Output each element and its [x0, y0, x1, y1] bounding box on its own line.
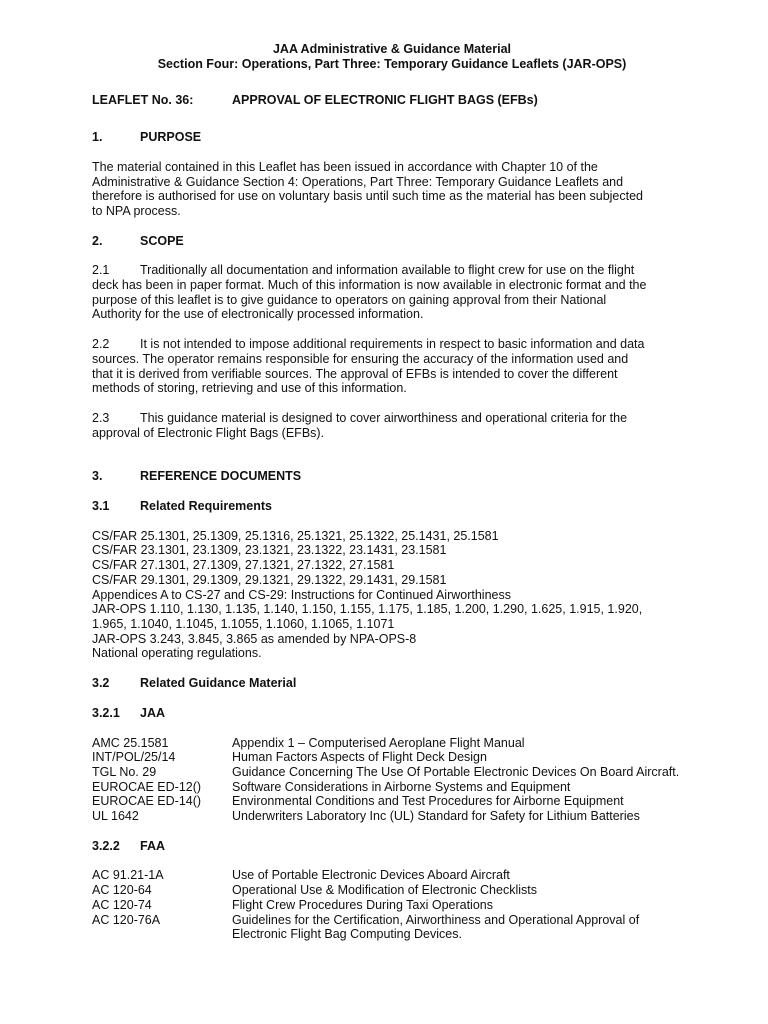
- document-description: Flight Crew Procedures During Taxi Operations: [232, 897, 493, 912]
- subsubsection-title: JAA: [140, 705, 166, 720]
- paragraph-line: methods of storing, retrieving and use of this information.: [92, 381, 407, 396]
- table-row: [92, 913, 692, 942]
- document-description: Appendix 1 – Computerised Aeroplane Flight Manual: [232, 735, 525, 750]
- list-item: JAR-OPS 1.110, 1.130, 1.135, 1.140, 1.150, 1.155, 1.175, 1.185, 1.200, 1.290, 1.625, 1.915, 1.920,: [92, 602, 643, 617]
- scope-paragraph-2-2: [92, 337, 692, 396]
- document-code: EUROCAE ED-14(): [92, 794, 202, 809]
- list-item: CS/FAR 23.1301, 23.1309, 23.1321, 23.1322, 23.1431, 23.1581: [92, 543, 447, 558]
- paragraph-line: therefore is authorised for use on voluntary basis until such time as the material has been subjected: [92, 189, 644, 204]
- section-title: PURPOSE: [140, 130, 202, 145]
- list-item: JAR-OPS 3.243, 3.845, 3.865 as amended by NPA-OPS-8: [92, 631, 417, 646]
- section-title: REFERENCE DOCUMENTS: [140, 469, 302, 484]
- subsection-number: 3.1: [92, 499, 110, 514]
- paragraph-number: 2.3: [92, 410, 110, 425]
- paragraph-line: approval of Electronic Flight Bags (EFBs).: [92, 425, 325, 440]
- requirements-list: [92, 529, 692, 661]
- list-item: 1.965, 1.1040, 1.1045, 1.1055, 1.1060, 1.1065, 1.1071: [92, 616, 395, 631]
- paragraph-line: sources. The operator remains responsible for ensuring the accuracy of the information used and: [92, 351, 629, 366]
- document-code: EUROCAE ED-12(): [92, 779, 202, 794]
- subsubsection-title: FAA: [140, 838, 165, 853]
- document-description: Guidelines for the Certification, Airworthiness and Operational Approval of Electronic Flight Bag Computing Devices.: [232, 912, 640, 942]
- leaflet-title-row: [92, 93, 692, 108]
- section-number: 3.: [92, 469, 103, 484]
- table-row: [92, 736, 692, 751]
- document-code: AC 91.21-1A: [92, 868, 164, 883]
- document-description: Human Factors Aspects of Flight Deck Design: [232, 750, 487, 765]
- table-row: [92, 780, 692, 795]
- paragraph-line: This guidance material is designed to cover airworthiness and operational criteria for the: [140, 410, 628, 425]
- document-description: Environmental Conditions and Test Procedures for Airborne Equipment: [232, 794, 624, 809]
- section-number: 1.: [92, 130, 103, 145]
- document-code: INT/POL/25/14: [92, 750, 176, 765]
- paragraph-number: 2.1: [92, 263, 110, 278]
- section-heading-scope: [92, 234, 692, 249]
- subsection-title: Related Guidance Material: [140, 676, 297, 691]
- section-heading-purpose: [92, 130, 692, 145]
- subsubsection-number: 3.2.2: [92, 838, 120, 853]
- document-description: Software Considerations in Airborne Systems and Equipment: [232, 779, 571, 794]
- document-code: TGL No. 29: [92, 764, 157, 779]
- purpose-paragraph: [92, 160, 692, 219]
- document-code: AC 120-74: [92, 897, 152, 912]
- document-code: AC 120-76A: [92, 912, 161, 927]
- table-row: [92, 883, 692, 898]
- section-title: SCOPE: [140, 233, 184, 248]
- paragraph-number: 2.2: [92, 337, 110, 352]
- section-heading-references: [92, 469, 692, 484]
- document-description: Guidance Concerning The Use Of Portable Electronic Devices On Board Aircraft.: [232, 764, 680, 779]
- paragraph-line: deck has been in paper format. Much of this information is now available in electronic format and the: [92, 278, 647, 293]
- scope-paragraph-2-1: [92, 263, 692, 322]
- scope-paragraph-2-3: [92, 411, 692, 440]
- leaflet-number: LEAFLET No. 36:: [92, 93, 194, 108]
- document-header-line-2: Section Four: Operations, Part Three: Temporary Guidance Leaflets (JAR-OPS): [157, 56, 627, 71]
- paragraph-line: The material contained in this Leaflet has been issued in accordance with Chapter 10 of the: [92, 159, 598, 174]
- document-page: [92, 42, 692, 942]
- document-header-line-1: JAA Administrative & Guidance Material: [272, 42, 512, 56]
- table-row: [92, 765, 692, 780]
- paragraph-line: that it is derived from verifiable sources. The approval of EFBs is intended to cover the different: [92, 366, 618, 381]
- paragraph-line: Administrative & Guidance Section 4: Operations, Part Three: Temporary Guidance Leaflets and: [92, 174, 624, 189]
- paragraph-line: purpose of this leaflet is to give guidance to operators on gaining approval from their National: [92, 292, 607, 307]
- subsubsection-heading-faa: [92, 839, 692, 854]
- paragraph-line: Traditionally all documentation and information available to flight crew for use on the flight: [140, 263, 635, 278]
- list-item: CS/FAR 27.1301, 27.1309, 27.1321, 27.1322, 27.1581: [92, 558, 395, 573]
- subsection-title: Related Requirements: [140, 499, 272, 514]
- document-description: Operational Use & Modification of Electronic Checklists: [232, 883, 537, 898]
- table-row: [92, 794, 692, 809]
- table-row: [92, 898, 692, 913]
- table-row: [92, 868, 692, 883]
- section-number: 2.: [92, 233, 103, 248]
- table-row: [92, 809, 692, 824]
- list-item: National operating regulations.: [92, 646, 262, 661]
- table-row: [92, 750, 692, 765]
- document-code: UL 1642: [92, 809, 139, 824]
- subsubsection-heading-jaa: [92, 706, 692, 721]
- paragraph-line: Authority for the use of electronically processed information.: [92, 307, 424, 322]
- subsubsection-number: 3.2.1: [92, 705, 120, 720]
- list-item: Appendices A to CS-27 and CS-29: Instructions for Continued Airworthiness: [92, 587, 511, 602]
- leaflet-title: APPROVAL OF ELECTRONIC FLIGHT BAGS (EFBs): [232, 93, 538, 108]
- document-description: Underwriters Laboratory Inc (UL) Standard for Safety for Lithium Batteries: [232, 809, 640, 824]
- jaa-document-table: [92, 736, 692, 824]
- subsection-heading-requirements: [92, 499, 692, 514]
- document-description: Use of Portable Electronic Devices Aboard Aircraft: [232, 868, 510, 883]
- document-code: AMC 25.1581: [92, 735, 169, 750]
- faa-document-table: [92, 868, 692, 942]
- paragraph-line: It is not intended to impose additional requirements in respect to basic information and data: [140, 337, 645, 352]
- document-code: AC 120-64: [92, 883, 152, 898]
- list-item: CS/FAR 29.1301, 29.1309, 29.1321, 29.1322, 29.1431, 29.1581: [92, 572, 447, 587]
- paragraph-line: to NPA process.: [92, 203, 181, 218]
- subsection-number: 3.2: [92, 676, 110, 691]
- subsection-heading-guidance: [92, 676, 692, 691]
- list-item: CS/FAR 25.1301, 25.1309, 25.1316, 25.1321, 25.1322, 25.1431, 25.1581: [92, 528, 499, 543]
